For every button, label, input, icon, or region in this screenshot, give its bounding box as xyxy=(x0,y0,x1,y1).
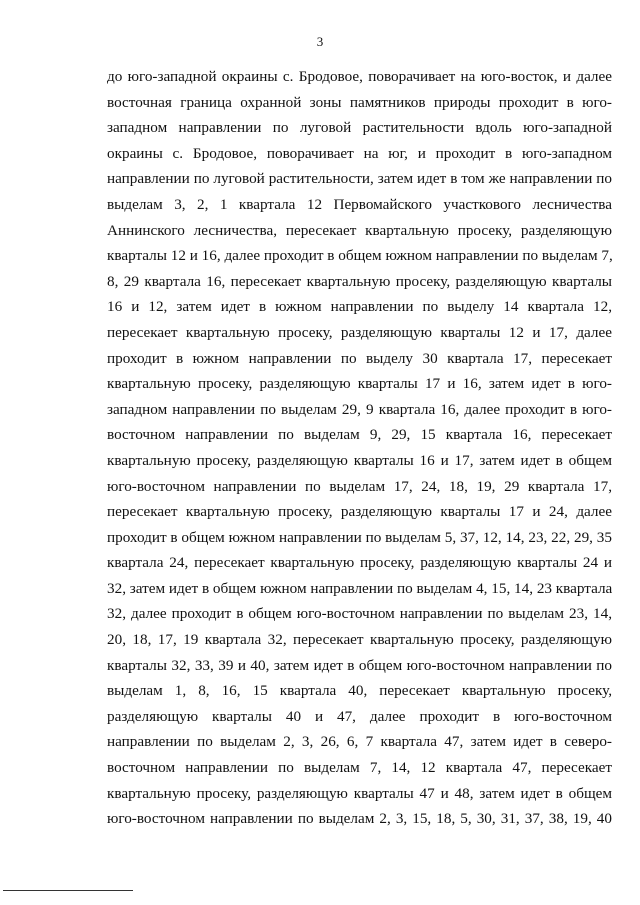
text-line: кварталы 32, 33, 39 и 40, затем идет в общем юго-восточном направлении по xyxy=(107,656,612,674)
text-line: восточном направлении по выделам 9, 29, 15 квартала 16, пересекает xyxy=(107,426,612,444)
text-line: Аннинского лесничества, пересекает квартальную просеку, разделяющую xyxy=(107,221,612,239)
page-number: 3 xyxy=(316,34,324,49)
text-line: 16 и 12, затем идет в южном направлении по выделу 14 квартала 12, xyxy=(107,298,612,316)
text-line: квартальную просеку, разделяющую кварталы 16 и 17, затем идет в общем xyxy=(107,451,612,469)
text-line: направлении по выделам 2, 3, 26, 6, 7 квартала 47, затем идет в северо- xyxy=(107,733,612,751)
text-line: западном направлении по луговой растительности вдоль юго-западной xyxy=(107,119,612,137)
text-line: проходит в южном направлении по выделу 30 квартала 17, пересекает xyxy=(107,349,612,367)
text-line: направлении по луговой растительности, затем идет в том же направлении по xyxy=(107,170,612,188)
text-line: квартальную просеку, разделяющую кварталы 47 и 48, затем идет в общем xyxy=(107,784,612,802)
text-line: квартала 24, пересекает квартальную просеку, разделяющую кварталы 24 и xyxy=(107,554,612,572)
text-line: выделам 3, 2, 1 квартала 12 Первомайского участкового лесничества xyxy=(107,195,612,213)
text-line: восточная граница охранной зоны памятников природы проходит в юго- xyxy=(107,93,612,111)
text-line: кварталы 12 и 16, далее проходит в общем южном направлении по выделам 7, xyxy=(107,247,613,265)
text-line: пересекает квартальную просеку, разделяющую кварталы 17 и 24, далее xyxy=(107,503,612,521)
text-line: 8, 29 квартала 16, пересекает квартальную просеку, разделяющую кварталы xyxy=(107,272,612,290)
text-line: окраины с. Бродовое, поворачивает на юг, и проходит в юго-западном xyxy=(107,144,612,162)
text-line: юго-восточном направлении по выделам 17, 24, 18, 19, 29 квартала 17, xyxy=(107,477,612,495)
text-line: юго-восточном направлении по выделам 2, 3, 15, 18, 5, 30, 31, 37, 38, 19, 40 xyxy=(107,810,612,828)
text-line: 20, 18, 17, 19 квартала 32, пересекает квартальную просеку, разделяющую xyxy=(107,631,612,649)
text-line: проходит в общем южном направлении по выделам 5, 37, 12, 14, 23, 22, 29, 35 xyxy=(107,528,612,546)
text-line: западном направлении по выделам 29, 9 квартала 16, далее проходит в юго- xyxy=(107,400,612,418)
text-line: восточном направлении по выделам 7, 14, 12 квартала 47, пересекает xyxy=(107,759,612,777)
body-text xyxy=(107,64,612,832)
footnote-divider xyxy=(3,890,133,891)
text-line: разделяющую кварталы 40 и 47, далее проходит в юго-восточном xyxy=(107,707,612,725)
text-line: выделам 1, 8, 16, 15 квартала 40, пересекает квартальную просеку, xyxy=(107,682,612,700)
text-line: пересекает квартальную просеку, разделяющую кварталы 12 и 17, далее xyxy=(107,323,612,341)
text-line: квартальную просеку, разделяющую кварталы 17 и 16, затем идет в юго- xyxy=(107,375,612,393)
text-line: до юго-западной окраины с. Бродовое, поворачивает на юго-восток, и далее xyxy=(107,68,612,85)
text-line: 32, затем идет в общем южном направлении по выделам 4, 15, 14, 23 квартала xyxy=(107,579,613,597)
text-line: 32, далее проходит в общем юго-восточном направлении по выделам 23, 14, xyxy=(107,605,612,623)
